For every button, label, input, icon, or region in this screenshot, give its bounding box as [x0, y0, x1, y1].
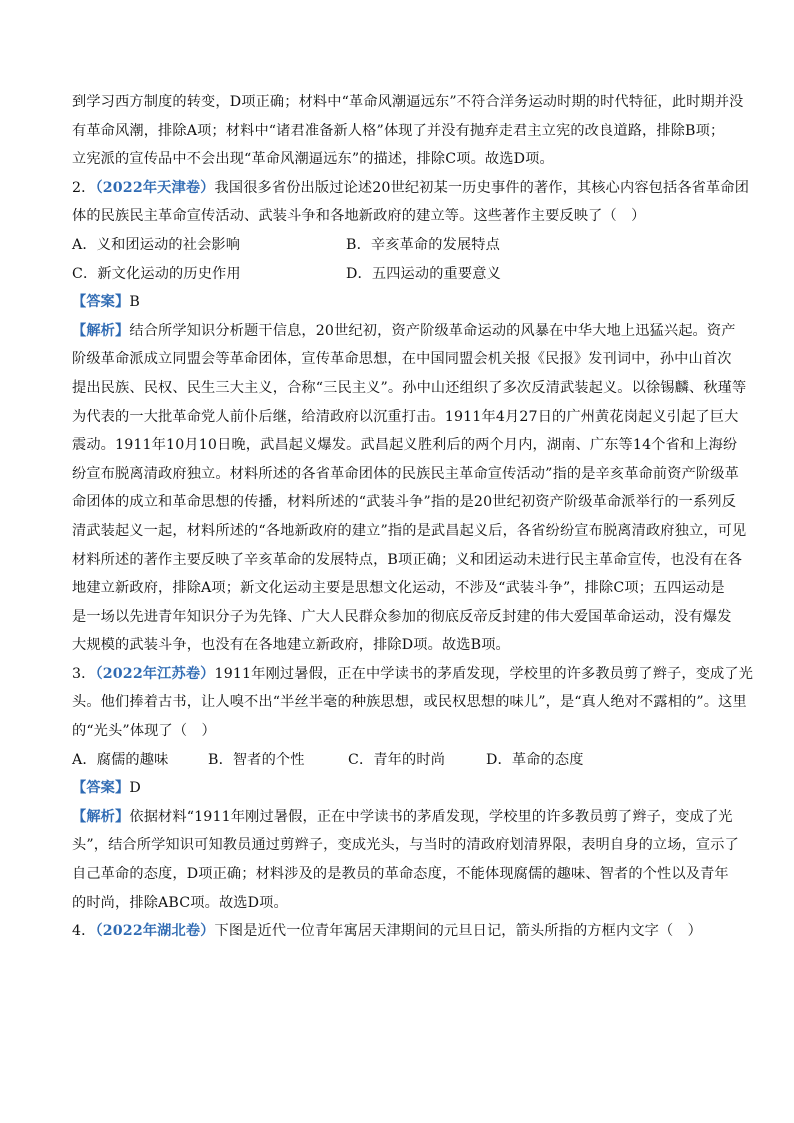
question-stem-line: 头。他们捧着古书，让人嗅不出“半丝半毫的种族思想，或民权思想的味儿”，是“真人绝对不露相的”。这里 — [72, 694, 747, 711]
analysis-text: 结合所学知识分析题干信息，20世纪初，资产阶级革命运动的风暴在中华大地上迅猛兴起。资产 — [129, 322, 736, 339]
text-line: 立宪派的宣传品中不会出现“革命风潮逼远东”的描述，排除C项。故选D项。 — [72, 151, 554, 168]
answer-line — [72, 774, 724, 803]
question-4 — [72, 917, 724, 946]
answer-value: D — [129, 780, 141, 797]
analysis-line: 震动。1911年10月10日晚，武昌起义爆发。武昌起义胜利后的两个月内，湖南、广东等14个省和上海纷 — [72, 437, 738, 454]
analysis-line: 大规模的武装斗争，也没有在各地建立新政府，排除D项。故选B项。 — [72, 637, 510, 654]
question-stem: 1911年刚过暑假，正在中学读书的茅盾发现，学校里的许多教员剪了辫子，变成了光 — [214, 665, 754, 682]
option-b: B．智者的个性 — [208, 751, 305, 768]
question-stem-line — [72, 174, 750, 203]
answer-tag: 【答案】 — [72, 294, 130, 311]
document-page — [72, 88, 754, 946]
question-source: （2022年天津卷） — [95, 179, 215, 196]
question-number: 4． — [72, 923, 96, 940]
options-row — [72, 231, 724, 260]
question-stem-line — [72, 917, 724, 946]
question-3 — [72, 660, 754, 917]
option-b: B．辛亥革命的发展特点 — [346, 236, 500, 253]
text-line: 有革命风潮，排除A项；材料中“诸君准备新人格”体现了并没有抛弃走君主立宪的改良道路，排除B项； — [72, 122, 725, 139]
option-a: A．腐儒的趣味 — [72, 751, 169, 768]
analysis-tag: 【解析】 — [72, 808, 130, 825]
option-c: C．新文化运动的历史作用 — [72, 265, 241, 282]
option-c: C．青年的时尚 — [348, 751, 446, 768]
question-stem-line: 体的民族民主革命宣传活动、武装斗争和各地新政府的建立等。这些著作主要反映了（ ） — [72, 208, 646, 225]
options-row — [72, 746, 724, 775]
option-a: A．义和团运动的社会影响 — [72, 236, 241, 253]
option-d: D．革命的态度 — [486, 751, 584, 768]
answer-value: B — [129, 294, 140, 311]
analysis-line: 命团体的成立和革命思想的传播，材料所述的“武装斗争”指的是20世纪初资产阶级革命派举行的一系列反 — [72, 494, 737, 511]
analysis-line — [72, 803, 733, 832]
question-source: （2022年江苏卷） — [95, 665, 215, 682]
question-stem-line — [72, 660, 754, 689]
analysis-line: 是一场以先进青年知识分子为先锋、广大人民群众参加的彻底反帝反封建的伟大爱国革命运动，没有爆发 — [72, 608, 732, 625]
option-d: D．五四运动的重要意义 — [346, 265, 501, 282]
options-row — [72, 260, 724, 289]
question-stem: 我国很多省份出版过论述20世纪初某一历史事件的著作，其核心内容包括各省革命团 — [214, 179, 750, 196]
question-stem: 下图是近代一位青年寓居天津期间的元旦日记，箭头所指的方框内文字（ ） — [214, 923, 703, 940]
text-line: 到学习西方制度的转变，D项正确；材料中“革命风潮逼远东”不符合洋务运动时期的时代特征，此时期并没 — [72, 94, 744, 110]
analysis-line: 为代表的一大批革命党人前仆后继，给清政府以沉重打击。1911年4月27日的广州黄花岗起义引起了巨大 — [72, 408, 739, 425]
analysis-line: 材料所述的著作主要反映了辛亥革命的发展特点，B项正确；义和团运动未进行民主革命宣传，也没有在各 — [72, 551, 743, 568]
analysis-line: 的时尚，排除ABC项。故选D项。 — [72, 894, 288, 911]
answer-line — [72, 288, 724, 317]
analysis-line: 纷宣布脱离清政府独立。材料所述的各省革命团体的民族民主革命宣传活动”指的是辛亥革命前资产阶级革 — [72, 465, 739, 482]
q1-analysis-tail — [72, 88, 744, 174]
question-number: 3． — [72, 665, 96, 682]
analysis-line: 头”，结合所学知识可知教员通过剪辫子，变成光头，与当时的清政府划清界限，表明自身的立场，宣示了 — [72, 837, 739, 854]
question-number: 2． — [72, 179, 96, 196]
question-source: （2022年湖北卷） — [95, 923, 215, 940]
analysis-line: 自己革命的态度，D项正确；材料涉及的是教员的革命态度，不能体现腐儒的趣味、智者的个性以及青年 — [72, 866, 729, 883]
question-2 — [72, 174, 750, 660]
analysis-line: 提出民族、民权、民生三大主义，合称“三民主义”。孙中山还组织了多次反清武装起义。以徐锡麟、秋瑾等 — [72, 379, 747, 396]
analysis-line: 阶级革命派成立同盟会等革命团体，宣传革命思想，在中国同盟会机关报《民报》发刊词中，孙中山首次 — [72, 351, 732, 368]
analysis-line — [72, 317, 736, 346]
answer-tag: 【答案】 — [72, 780, 130, 797]
analysis-tag: 【解析】 — [72, 322, 130, 339]
analysis-line: 清武装起义一起，材料所述的“各地新政府的建立”指的是武昌起义后，各省纷纷宣布脱离清政府独立，可见 — [72, 522, 747, 539]
question-stem-line: 的“光头”体现了（ ） — [72, 723, 216, 740]
analysis-line: 地建立新政府，排除A项；新文化运动主要是思想文化运动，不涉及“武装斗争”，排除C项；五四运动是 — [72, 580, 725, 597]
analysis-text: 依据材料“1911年刚过暑假，正在中学读书的茅盾发现，学校里的许多教员剪了辫子，变成了光 — [129, 808, 733, 825]
